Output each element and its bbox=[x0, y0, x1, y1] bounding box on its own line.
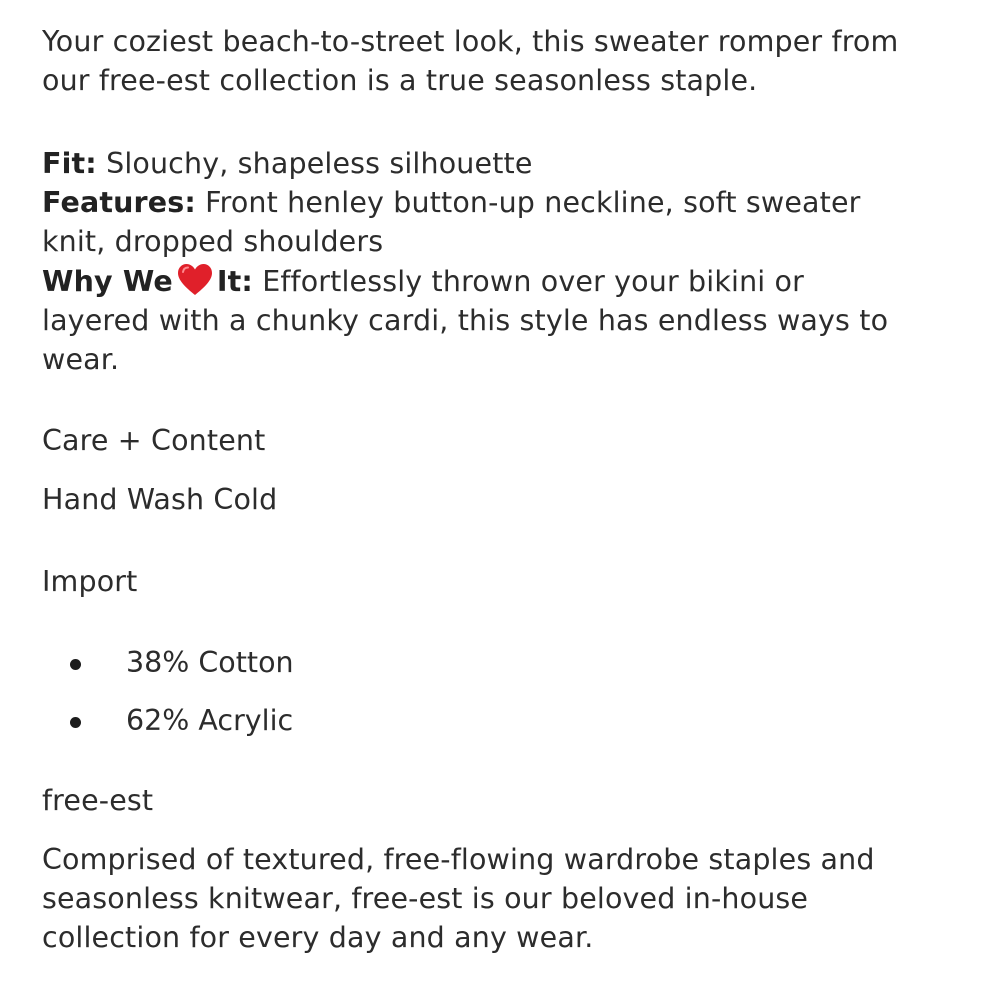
materials-list bbox=[42, 643, 294, 740]
why-line-1: Effortlessly thrown over your bikini or bbox=[262, 265, 805, 298]
collection-line-1: Comprised of textured, free-flowing wardrobe staples and bbox=[42, 843, 875, 876]
list-item bbox=[42, 643, 294, 683]
collection-line-3: collection for every day and any wear. bbox=[42, 921, 594, 954]
fit-row bbox=[42, 144, 533, 184]
material-label: 62% Acrylic bbox=[126, 703, 294, 737]
fit-value: Slouchy, shapeless silhouette bbox=[106, 147, 533, 180]
collection-line-2: seasonless knitwear, free-est is our beloved in-house bbox=[42, 882, 809, 915]
features-row bbox=[42, 183, 861, 223]
care-heading: Care + Content bbox=[42, 424, 266, 457]
why-row bbox=[42, 262, 804, 302]
collection-heading: free-est bbox=[42, 784, 154, 817]
bullet-icon bbox=[70, 659, 81, 670]
features-label: Features: bbox=[42, 186, 196, 219]
care-origin: Import bbox=[42, 565, 138, 598]
bullet-icon bbox=[70, 717, 81, 728]
why-label-pre: Why We bbox=[42, 265, 173, 298]
why-line-2: layered with a chunky cardi, this style has endless ways to bbox=[42, 304, 889, 337]
why-label-post: It: bbox=[216, 265, 253, 298]
features-line-1: Front henley button-up neckline, soft sweater bbox=[205, 186, 861, 219]
material-label: 38% Cotton bbox=[126, 646, 294, 679]
heart-icon bbox=[177, 263, 213, 297]
intro-line-2: our free-est collection is a true seasonless staple. bbox=[42, 64, 758, 97]
list-item bbox=[42, 701, 294, 741]
why-line-3: wear. bbox=[42, 343, 120, 376]
features-line-2: knit, dropped shoulders bbox=[42, 225, 384, 258]
fit-label: Fit: bbox=[42, 147, 97, 180]
care-wash: Hand Wash Cold bbox=[42, 483, 278, 516]
intro-line-1: Your coziest beach-to-street look, this sweater romper from bbox=[42, 25, 899, 58]
